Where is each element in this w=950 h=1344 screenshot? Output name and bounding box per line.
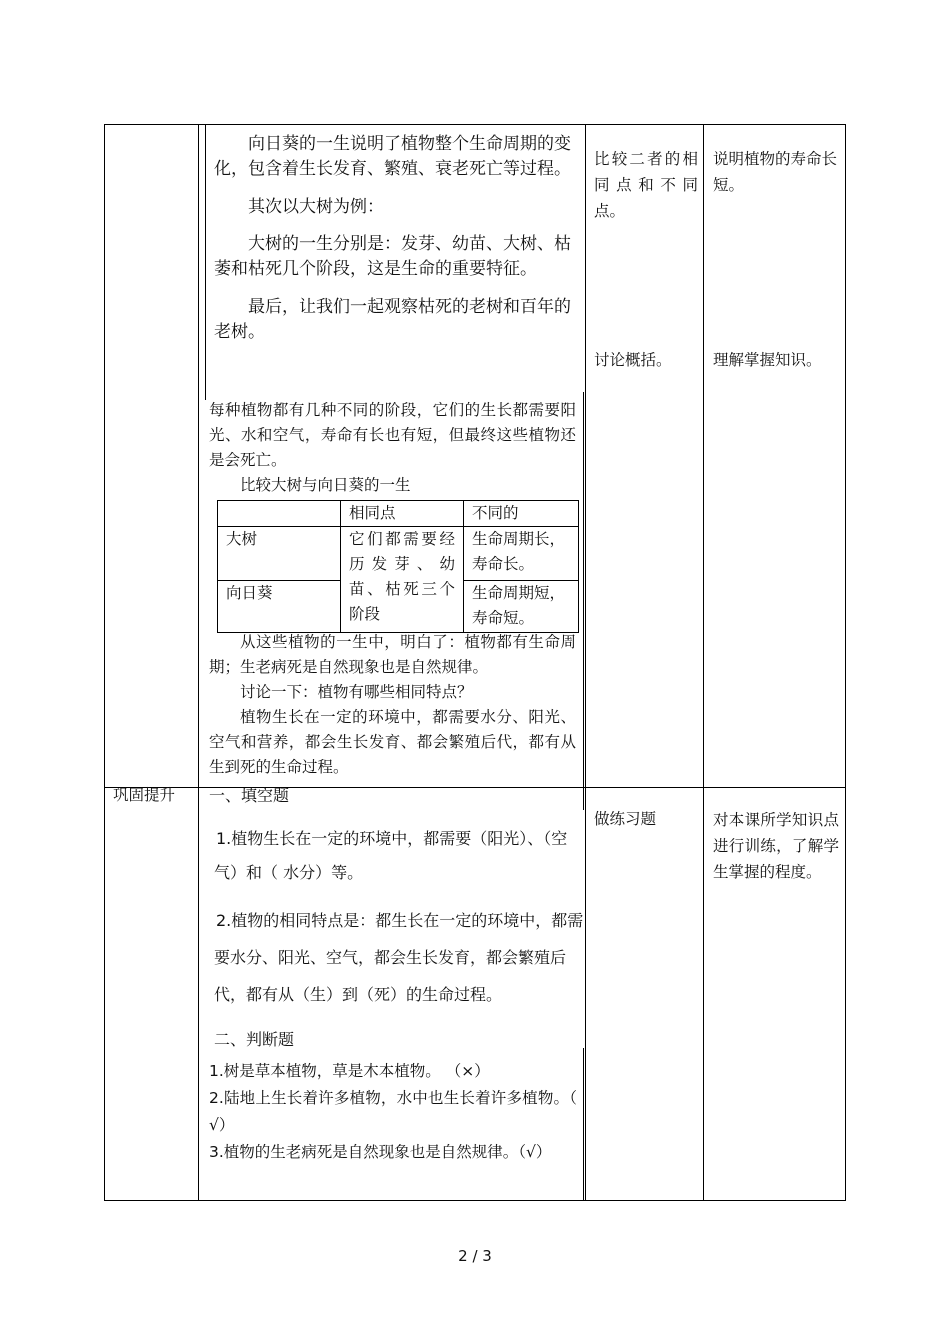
judge-item: 2.陆地上生长着许多植物，水中也生长着许多植物。（ √） [209,1089,577,1134]
row-label: 向日葵 [218,581,341,633]
paragraph: 其次以大树为例： [248,196,384,217]
col3-divider [703,124,704,1201]
paragraph: 最后，让我们一起观察枯死的老树和百年的老树。 [214,296,571,342]
judge-block [209,1058,577,1166]
paragraph: 向日葵的一生说明了植物整个生命周期的变化，包含着生长发育、繁殖、衰老死亡等过程。 [214,134,571,179]
student-activity-2: 讨论概括。 [594,351,672,369]
header-cell: 不同的 [464,501,579,527]
row-label: 大树 [218,527,341,581]
fill-item: 1.植物生长在一定的环境中，都需要（阳光）、（空气）和（ 水分）等。 [214,829,568,882]
col1-divider [198,124,199,1201]
paragraph: 每种植物都有几种不同的阶段，它们的生长都需要阳光、水和空气，寿命有长也有短，但最终这些植物还是会死亡。 [209,401,576,469]
col2-inner-line-a [583,392,584,810]
header-cell [218,501,341,527]
col1-inner-line [205,124,206,400]
judge-item: 1.树是草本植物，草是木本植物。 （×） [209,1062,490,1080]
content-block-3 [209,630,576,780]
paragraph: 植物生长在一定的环境中，都需要水分、阳光、空气和营养，都会生长发育、都会繁殖后代，都有从生到死的生命过程。 [209,708,576,776]
col2-divider [585,124,586,1201]
fill-item: 2.植物的相同特点是：都生长在一定的环境中，都需要水分、阳光、空气，都会生长发育，都会繁殖后代，都有从（生）到（死）的生命过程。 [214,911,584,1004]
table-caption: 比较大树与向日葵的一生 [240,476,411,494]
design-intent-1: 说明植物的寿命长短。 [713,150,838,194]
design-intent-2: 理解掌握知识。 [713,351,822,369]
table-top-border [104,124,846,125]
paragraph: 讨论一下：植物有哪些相同特点？ [240,683,473,701]
diff-cell: 生命周期短，寿命短。 [464,581,579,633]
col2-inner-line-b [583,1048,584,1201]
comparison-table [217,500,579,633]
same-points-cell: 它们都需要经历发芽、幼苗、枯死三个阶段 [341,527,464,633]
table-bottom-border [104,1200,846,1201]
table-left-border [104,124,105,1201]
section-title-judge: 二、判断题 [214,1030,295,1049]
content-block-2 [209,398,576,498]
table-right-border [845,124,846,1201]
paragraph: 大树的一生分别是：发芽、幼苗、大树、枯萎和枯死几个阶段，这是生命的重要特征。 [214,234,571,280]
design-intent-3: 对本课所学知识点进行训练，了解学生掌握的程度。 [713,811,839,881]
section-title-fill: 一、填空题 [209,786,290,805]
diff-cell: 生命周期长，寿命长。 [464,527,579,581]
header-cell: 相同点 [341,501,464,527]
page-number: 2 / 3 [458,1247,492,1265]
row-label-consolidate: 巩固提升 [113,786,176,804]
fill-in-block [214,822,584,1067]
student-activity-1: 比较二者的相同点和不同点。 [594,150,698,220]
judge-item: 3.植物的生老病死是自然现象也是自然规律。（√） [209,1143,552,1161]
student-activity-3: 做练习题 [594,810,657,828]
paragraph: 从这些植物的一生中，明白了：植物都有生命周期；生老病死是自然现象也是自然规律。 [209,633,576,676]
content-block-1 [214,132,582,357]
